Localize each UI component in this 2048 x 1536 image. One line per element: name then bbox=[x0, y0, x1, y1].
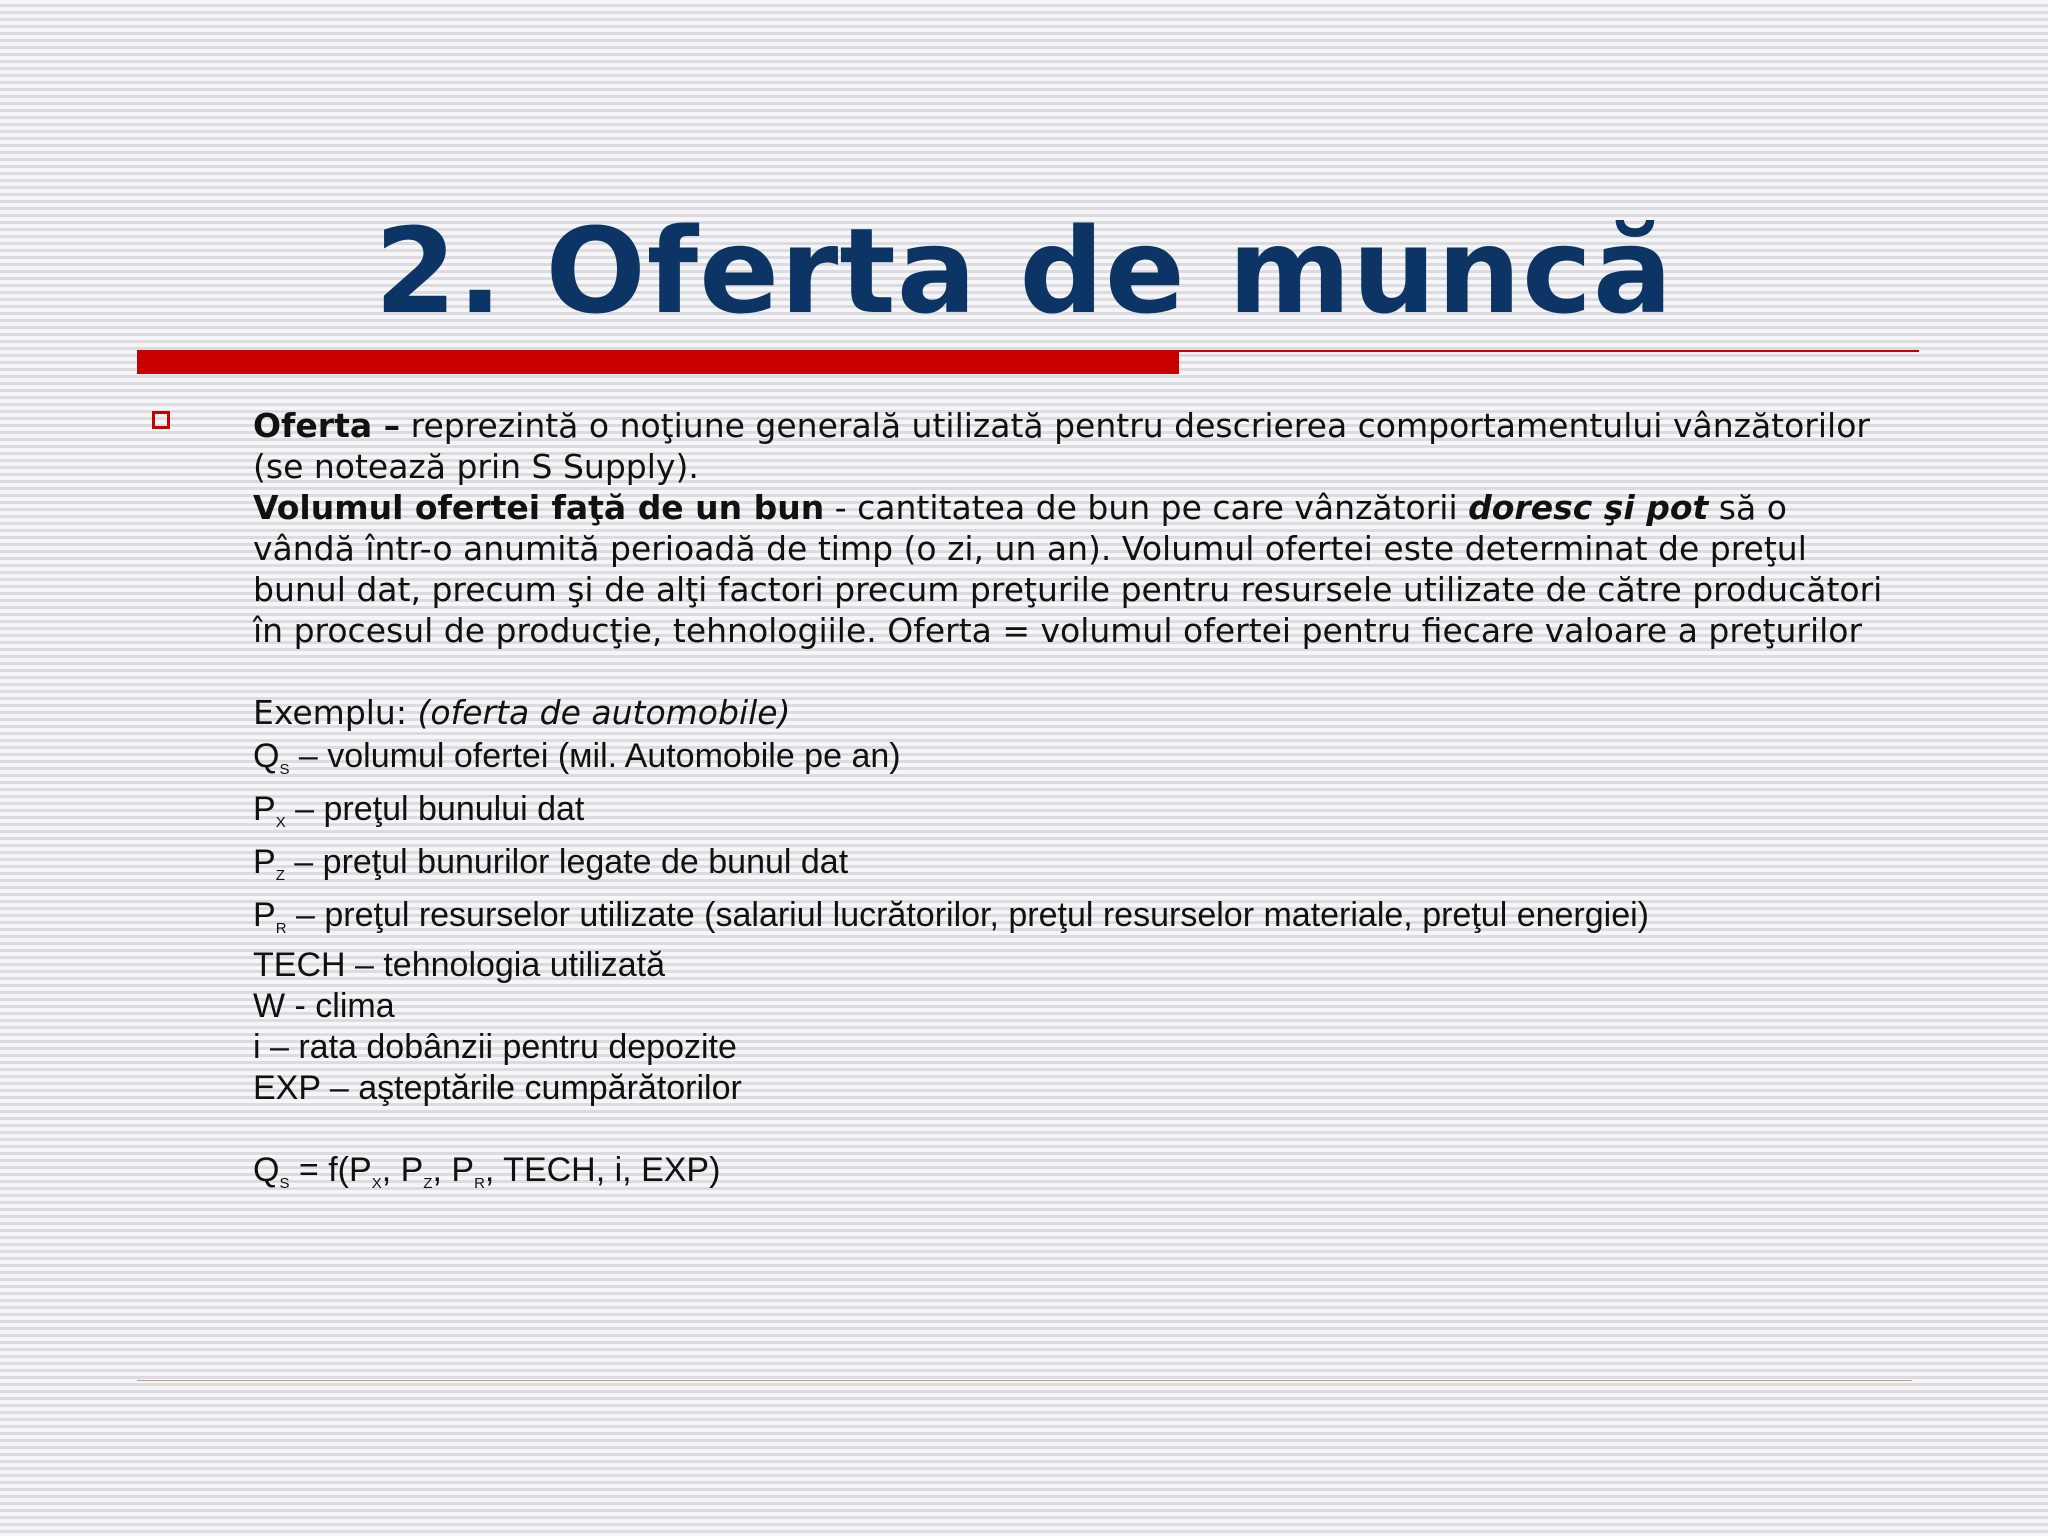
variable-pr bbox=[253, 892, 1893, 945]
definition-volum-text-b: să o vândă într-o anumită perioadă de timp (o zi, un an). Volumul ofertei este determinat de preţul bunul dat, precum şi de alţi factori precum preţurile pentru resursele utilizate de către producători în procesul de producţie, tehnologiile. Oferta = volumul ofertei pentru fiecare valoare a preţurilor bbox=[253, 488, 1883, 650]
formula-eq: = f( bbox=[289, 1151, 349, 1189]
formula-p2-sub: Z bbox=[423, 1175, 433, 1192]
term-oferta: Oferta – bbox=[253, 406, 401, 445]
term-volum: Volumul ofertei faţă de un bun bbox=[253, 488, 825, 527]
footer-rule bbox=[137, 1380, 1912, 1381]
formula-lhs-sub: S bbox=[279, 1175, 290, 1192]
variable-qs bbox=[253, 733, 1893, 786]
variable-subscript: X bbox=[275, 814, 286, 831]
variable-subscript: R bbox=[275, 920, 287, 937]
variable-symbol: P bbox=[253, 896, 276, 934]
variable-list bbox=[253, 733, 1893, 1197]
variable-symbol: P bbox=[253, 843, 276, 881]
definition-volum bbox=[253, 487, 1893, 651]
formula-p2: P bbox=[400, 1151, 424, 1189]
variable-tech: TECH – tehnologia utilizată bbox=[253, 946, 666, 984]
variable-subscript: Z bbox=[275, 867, 285, 884]
formula-p3-sub: R bbox=[474, 1175, 485, 1192]
variable-description: – volumul ofertei (мil. Automobile pe an) bbox=[289, 737, 901, 775]
variable-w: W - clima bbox=[253, 987, 395, 1025]
variable-symbol: Q bbox=[253, 737, 280, 775]
title-underline-thick bbox=[137, 350, 1179, 374]
definition-oferta-text: reprezintă o noţiune generală utilizată pentru descrierea comportamentului vânzătorilor (se notează prin S Supply). bbox=[253, 406, 1870, 486]
variable-symbol: P bbox=[253, 790, 276, 828]
definition-volum-text-a: - cantitatea de bun pe care vânzătorii bbox=[824, 488, 1469, 527]
definition-oferta bbox=[253, 405, 1893, 487]
slide-title: 2. Oferta de muncă bbox=[374, 202, 1674, 340]
variable-exp: EXP – aşteptările cumpărătorilor bbox=[253, 1069, 742, 1107]
formula-tail: , TECH, i, EXP) bbox=[484, 1151, 721, 1189]
formula-p1: P bbox=[349, 1151, 372, 1189]
slide-body bbox=[253, 405, 1893, 1197]
formula-comma: , bbox=[381, 1151, 401, 1189]
bullet-square-icon bbox=[152, 411, 170, 429]
formula-comma: , bbox=[432, 1151, 452, 1189]
supply-formula bbox=[253, 1150, 1893, 1197]
example-label: Exemplu: bbox=[253, 693, 418, 732]
example-heading bbox=[253, 692, 1893, 733]
variable-description: – preţul resurselor utilizate (salariul lucrătorilor, preţul resurselor materiale, preţul energiei) bbox=[286, 896, 1649, 934]
example-subject: (oferta de automobile) bbox=[417, 693, 791, 732]
variable-pz bbox=[253, 839, 1893, 892]
variable-px bbox=[253, 786, 1893, 839]
variable-i: i – rata dobânzii pentru depozite bbox=[253, 1028, 737, 1066]
variable-description: – preţul bunului dat bbox=[285, 790, 585, 828]
formula-p3: P bbox=[451, 1151, 475, 1189]
title-underline-thin bbox=[1179, 350, 1919, 352]
variable-subscript: S bbox=[279, 761, 290, 778]
variable-description: – preţul bunurilor legate de bunul dat bbox=[284, 843, 849, 881]
formula-p1-sub: X bbox=[371, 1175, 382, 1192]
emphasis-doresc-si-pot: doresc şi pot bbox=[1468, 488, 1709, 527]
formula-lhs: Q bbox=[253, 1151, 280, 1189]
